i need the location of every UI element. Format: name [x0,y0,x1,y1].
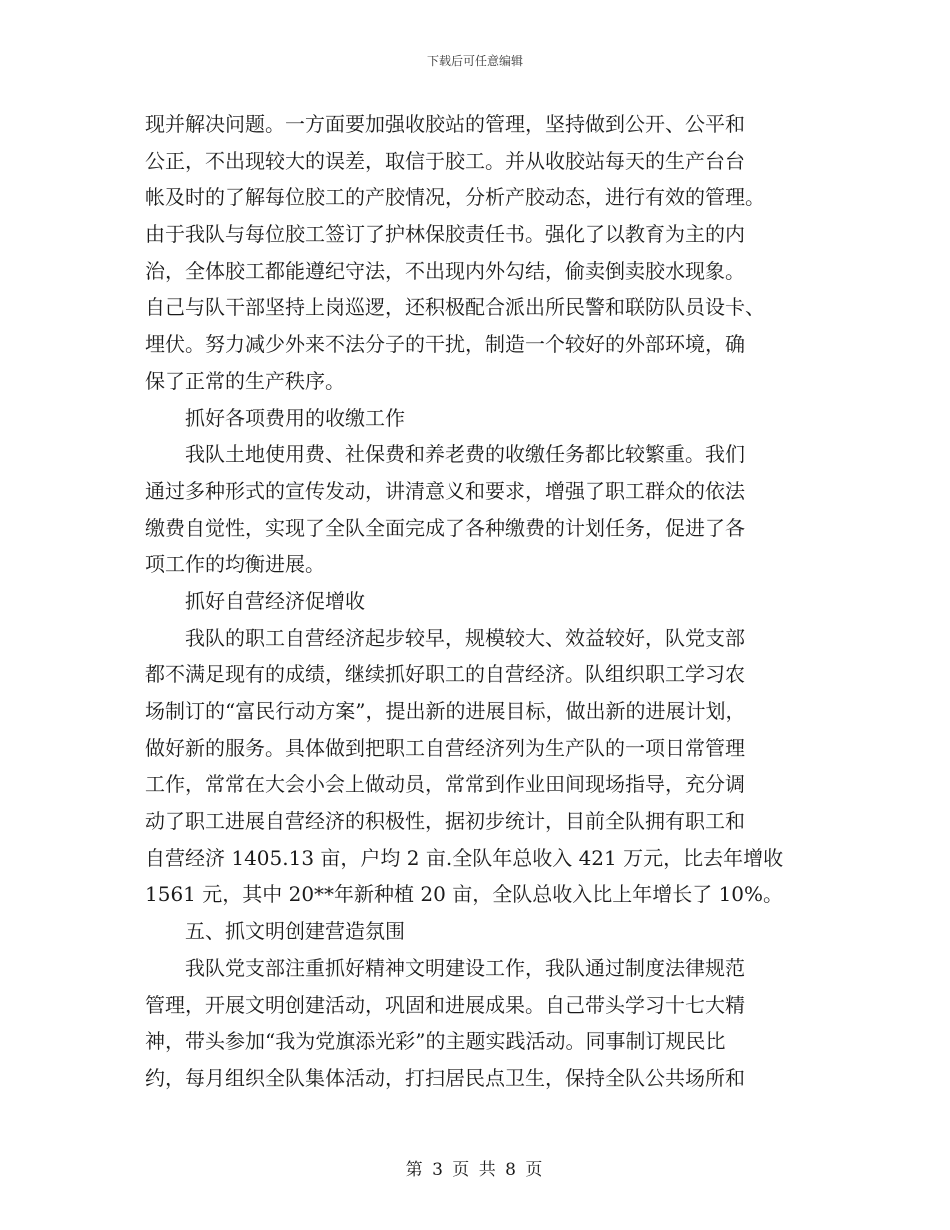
page-footer: 第 3 页 共 8 页 [405,1160,545,1180]
text-line: 自营经济 1405.13 亩，户均 2 亩.全队年总收入 421 万元，比去年增收 [145,845,784,870]
text-line: 我队的职工自营经济起步较早，规模较大、效益较好，队党支部 [185,625,745,650]
text-line: 我队土地使用费、社保费和养老费的收缴任务都比较繁重。我们 [185,442,745,467]
text-line: 五、抓文明创建营造氛围 [185,919,405,944]
text-line: 工作，常常在大会小会上做动员，常常到作业田间现场指导，充分调 [145,772,745,797]
text-line: 神，带头参加“我为党旗添光彩”的主题实践活动。同事制订规民比 [145,1029,726,1054]
text-line: 做好新的服务。具体做到把职工自营经济列为生产队的一项日常管理 [145,735,745,760]
text-line: 约，每月组织全队集体活动，打扫居民点卫生，保持全队公共场所和 [145,1065,745,1090]
text-line: 通过多种形式的宣传发动，讲清意义和要求，增强了职工群众的依法 [145,478,745,503]
text-line: 由于我队与每位胶工签订了护林保胶责任书。强化了以教育为主的内 [145,222,745,247]
text-line: 自己与队干部坚持上岗巡逻，还积极配合派出所民警和联防队员设卡、 [145,295,765,320]
text-line: 场制订的“富民行动方案”，提出新的进展目标，做出新的进展计划， [145,699,746,723]
text-line: 项工作的均衡进展。 [145,552,325,577]
document-body [145,106,807,1097]
page-header: 下载后可任意编辑 [426,54,523,68]
text-line: 抓好自营经济促增收 [185,588,365,613]
text-line: 公正，不出现较大的误差，取信于胶工。并从收胶站每天的生产台台 [145,148,745,173]
text-line: 治，全体胶工都能遵纪守法，不出现内外勾结，偷卖倒卖胶水现象。 [145,258,745,283]
text-line: 动了职工进展自营经济的积极性，据初步统计，目前全队拥有职工和 [145,809,745,834]
text-line: 埋伏。努力减少外来不法分子的干扰，制造一个较好的外部环境，确 [145,332,745,357]
text-line: 保了正常的生产秩序。 [145,368,345,393]
text-line: 抓好各项费用的收缴工作 [185,405,405,430]
text-line: 管理，开展文明创建活动，巩固和进展成果。自己带头学习十七大精 [145,992,745,1017]
text-line: 缴费自觉性，实现了全队全面完成了各种缴费的计划任务，促进了各 [145,515,745,540]
text-line: 帐及时的了解每位胶工的产胶情况，分析产胶动态，进行有效的管理。 [145,185,765,210]
text-line: 都不满足现有的成绩，继续抓好职工的自营经济。队组织职工学习农 [145,662,745,687]
text-line: 现并解决问题。一方面要加强收胶站的管理，坚持做到公开、公平和 [145,112,745,136]
text-line: 1561 元，其中 20**年新种植 20 亩，全队总收入比上年增长了 10%。 [145,882,784,907]
text-line: 我队党支部注重抓好精神文明建设工作，我队通过制度法律规范 [185,955,745,980]
